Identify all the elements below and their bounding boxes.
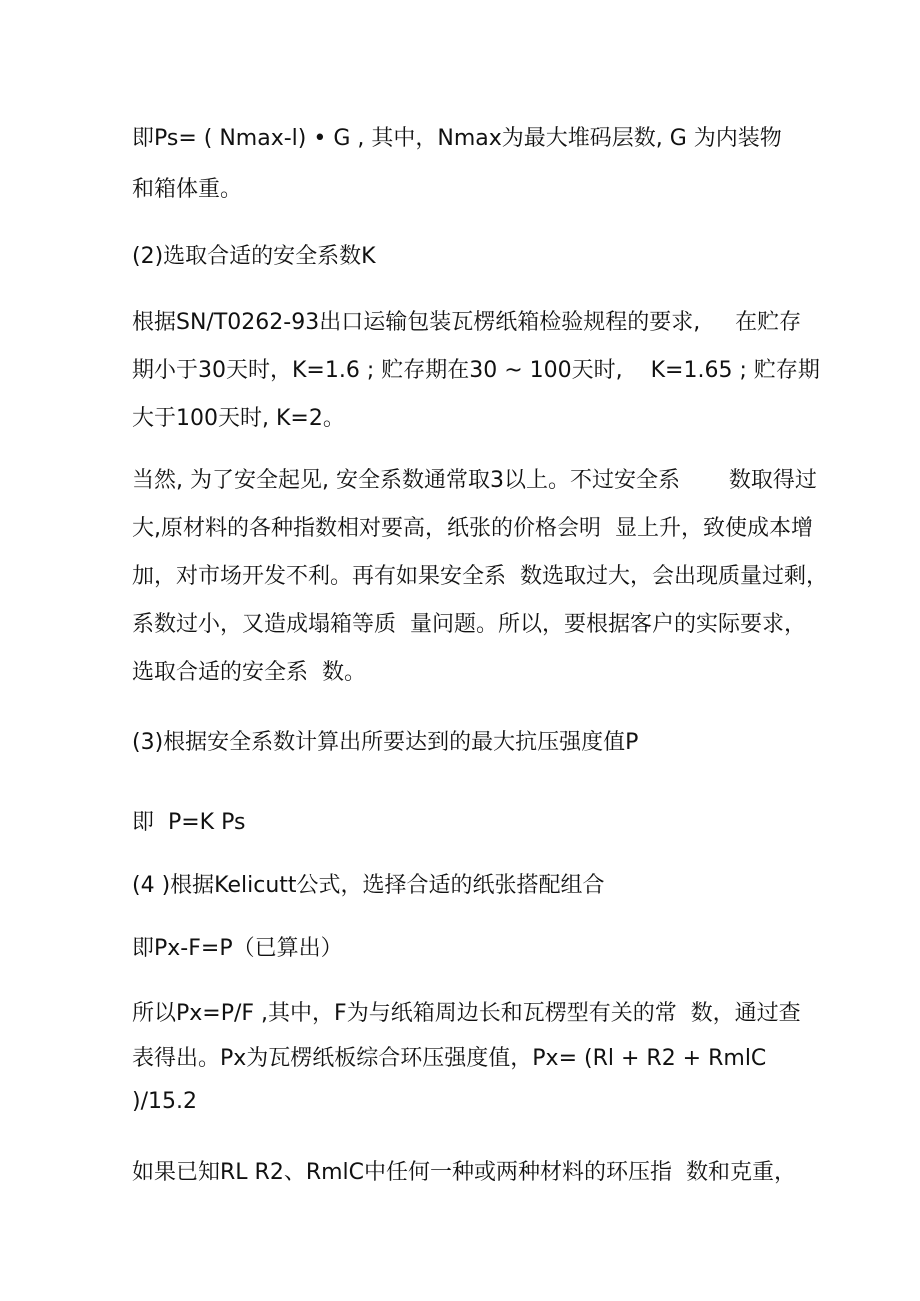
text-line: 系数过小，又造成塌箱等质 量问题。所以，要根据客户的实际要求， bbox=[132, 612, 806, 637]
text-line: 当然, 为了安全起见, 安全系数通常取3以上。不过安全系 数取得过 bbox=[132, 468, 817, 493]
heading-step-3 bbox=[132, 726, 812, 762]
text-line: 表得出。Px为瓦楞纸板综合环压强度值，Px= (Rl + R2 + RmlC bbox=[132, 1046, 767, 1071]
text-line: 大,原材料的各种指数相对要高，纸张的价格会明 显上升，致使成本增 bbox=[132, 516, 813, 541]
text-line: 如果已知RL R2、RmlC中任何一种或两种材料的环压指 数和克重， bbox=[132, 1160, 796, 1185]
text-line: )/15.2 bbox=[132, 1089, 197, 1114]
heading-step-4 bbox=[132, 869, 812, 905]
text-line: 大于100天时, K=2。 bbox=[132, 406, 345, 431]
paragraph-known-materials bbox=[132, 1156, 812, 1192]
text-line: 根据SN/T0262-93出口运输包装瓦楞纸箱检验规程的要求, 在贮存 bbox=[132, 310, 802, 335]
text-line: (3)根据安全系数计算出所要达到的最大抗压强度值P bbox=[132, 730, 639, 755]
text-line: (4 )根据Kelicutt公式，选择合适的纸张搭配组合 bbox=[132, 873, 605, 898]
text-line: 选取合适的安全系 数。 bbox=[132, 660, 366, 685]
text-line: 和箱体重。 bbox=[132, 177, 243, 202]
paragraph-ps-formula bbox=[132, 122, 812, 209]
paragraph-px-definition bbox=[132, 997, 812, 1121]
paragraph-px-formula bbox=[132, 932, 812, 968]
heading-step-2 bbox=[132, 240, 812, 276]
text-line: 即Ps= ( Nmax-l) • G , 其中，Nmax为最大堆码层数, G 为内装物 bbox=[132, 126, 782, 151]
text-line: 即Px-F=P（已算出） bbox=[132, 936, 343, 961]
text-line: 即 P=K Ps bbox=[132, 810, 246, 835]
text-line: (2)选取合适的安全系数K bbox=[132, 244, 376, 269]
paragraph-p-formula bbox=[132, 806, 812, 842]
paragraph-safety-note bbox=[132, 464, 828, 692]
paragraph-safety-standard bbox=[132, 306, 820, 438]
text-line: 所以Px=P/F ,其中，F为与纸箱周边长和瓦楞型有关的常 数，通过查 bbox=[132, 1001, 801, 1026]
text-line: 期小于30天时，K=1.6 ; 贮存期在30 ~ 100天时, K=1.65 ; 贮存期 bbox=[132, 358, 820, 383]
text-line: 加，对市场开发不利。再有如果安全系 数选取过大，会出现质量过剩， bbox=[132, 564, 828, 589]
